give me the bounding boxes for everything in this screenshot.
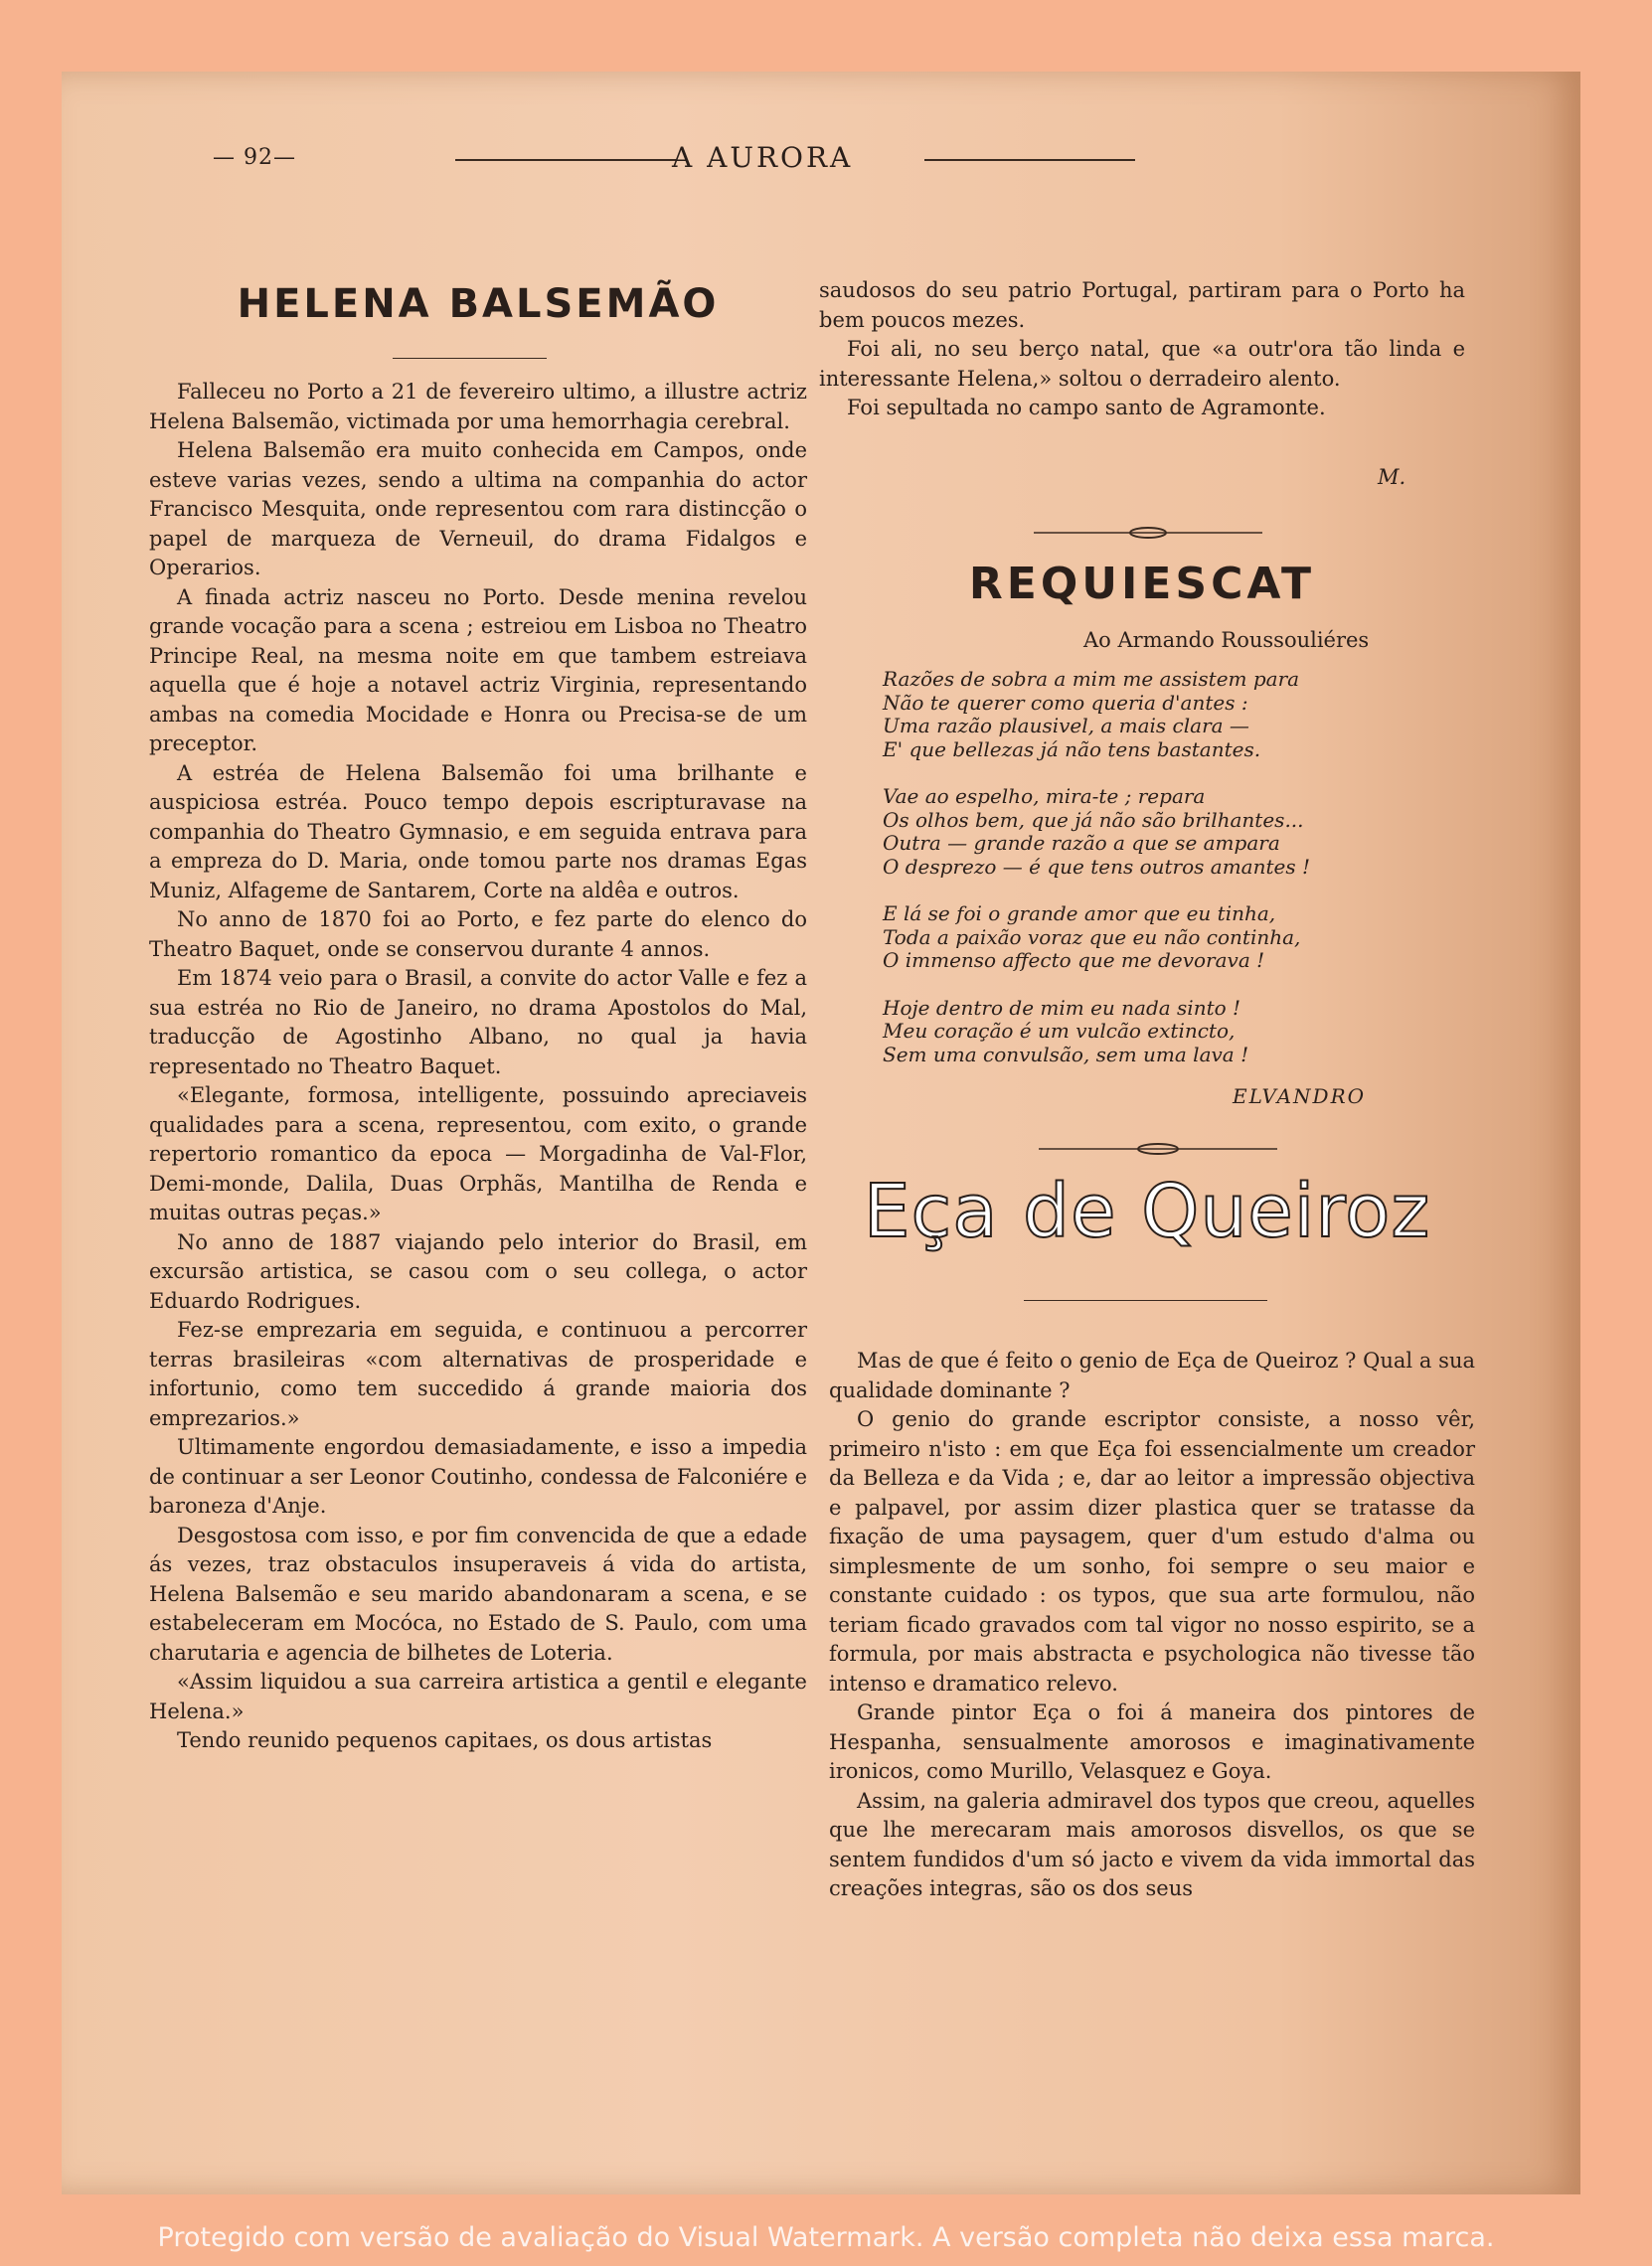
ornament-icon bbox=[1039, 1142, 1277, 1156]
poem-line: Não te querer como queria d'antes : bbox=[883, 690, 1248, 715]
page-header bbox=[149, 141, 1143, 175]
poem-line: Vae ao espelho, mira-te ; repara bbox=[883, 784, 1206, 808]
paragraph: Tendo reunido pequenos capitaes, os dous artistas bbox=[177, 1728, 713, 1752]
paragraph: Desgostosa com isso, e por fim convencida de que a edade ás vezes, traz obstaculos insuperaveis á vida do artista, Helena Balsemão e seu marido abandonaram a scena, e se estabeleceram em Mocóca, no Estado de S. Paulo, com uma charutaria e agencia de bilhetes de Loteria. bbox=[149, 1523, 807, 1665]
title-underline bbox=[1024, 1300, 1267, 1301]
publication-title: A AURORA bbox=[672, 141, 854, 174]
header-rule-left bbox=[455, 159, 676, 161]
poem-author: ELVANDRO bbox=[1233, 1084, 1367, 1108]
header-rule-right bbox=[924, 159, 1135, 161]
poem-line: Toda a paixão voraz que eu não continha, bbox=[883, 924, 1301, 949]
paragraph: «Assim liquidou a sua carreira artistica a gentil e elegante Helena.» bbox=[149, 1670, 807, 1723]
poem-line: Meu coração é um vulcão extincto, bbox=[883, 1019, 1236, 1043]
paragraph: Grande pintor Eça o foi á maneira dos pintores de Hespanha, sensualmente amorosos e imaginativamente ironicos, como Murillo, Velasquez e Goya. bbox=[829, 1700, 1475, 1783]
paragraph: O genio do grande escriptor consiste, a nosso vêr, primeiro n'isto : em que Eça foi essencialmente um creador da Belleza e da Vida ; e, dar ao leitor a impressão objectiva e palpavel, por assim dizer plastica quer se tratasse da fixação de uma paysagem, quer d'um estudo d'alma ou simplesmente de um sonho, foi sempre o seu maior e constante cuidado : os typos, que sua arte formulou, não teriam ficado gravados com tal vigor no nosso espirito, se a formula, por mais abstracta e psychologica não tivesse tão intenso e dramatico relevo. bbox=[829, 1407, 1475, 1696]
poem-stanza bbox=[883, 997, 1439, 1067]
poem-dedication: Ao Armando Roussouliéres bbox=[1083, 628, 1370, 652]
poem-line: Uma razão plausivel, a mais clara — bbox=[883, 714, 1249, 737]
paragraph: Helena Balsemão era muito conhecida em Campos, onde esteve varias vezes, sendo a ultima na companhia do actor Francisco Mesquita, onde representou com rara distincção o papel de marqueza de Verneuil, do drama Fidalgos e Operarios. bbox=[149, 438, 807, 579]
poem-line: E lá se foi o grande amor que eu tinha, bbox=[883, 901, 1276, 925]
paragraph: Em 1874 veio para o Brasil, a convite do actor Valle e fez a sua estréa no Rio de Janeiro, no drama Apostolos do Mal, traducção de Agostinho Albano, no qual ja havia representado no Theatro Baquet. bbox=[149, 966, 807, 1078]
article-helena-continuation bbox=[819, 276, 1465, 423]
paragraph: «Elegante, formosa, intelligente, possuindo apreciaveis qualidades para a scena, representou, com exito, o grande repertorio romantico da epoca — Morgadinha de Val-Flor, Demi-monde, Dalila, Duas Orphãs, Mantilha de Renda e muitas outras peças.» bbox=[149, 1083, 807, 1224]
poem-line: O immenso affecto que me devorava ! bbox=[883, 948, 1265, 972]
paragraph: Foi sepultada no campo santo de Agramonte. bbox=[847, 396, 1326, 419]
paragraph: Ultimamente engordou demasiadamente, e isso a impedia de continuar a ser Leonor Coutinho, condessa de Falconiére e baroneza d'Anje. bbox=[149, 1435, 807, 1518]
article-title-eca: Eça de Queiroz bbox=[863, 1169, 1431, 1254]
poem-line: Outra — grande razão a que se ampara bbox=[883, 831, 1280, 855]
article-title-helena: HELENA BALSEMÃO bbox=[237, 281, 720, 327]
paragraph: Fez-se emprezaria em seguida, e continuou a percorrer terras brasileiras «com alternativas de prosperidade e infortunio, como tem succedido á grande maioria dos emprezarios.» bbox=[149, 1318, 807, 1430]
paragraph: Foi ali, no seu berço natal, que «a outr'ora tão linda e interessante Helena,» soltou o derradeiro alento. bbox=[819, 337, 1465, 391]
page-number: — 92— bbox=[213, 145, 296, 170]
paragraph: No anno de 1870 foi ao Porto, e fez parte do elenco do Theatro Baquet, onde se conservou durante 4 annos. bbox=[149, 907, 807, 961]
poem-line: Razões de sobra a mim me assistem para bbox=[883, 667, 1300, 691]
paragraph: A finada actriz nasceu no Porto. Desde menina revelou grande vocação para a scena ; estreiou em Lisboa no Theatro Principe Real, na mesma noite em que tambem estreiava aquella que é hoje a notavel actriz Virginia, representando ambas na comedia Mocidade e Honra ou Precisa-se de um preceptor. bbox=[149, 584, 807, 755]
title-underline bbox=[393, 358, 547, 359]
ornament-icon bbox=[1034, 526, 1262, 540]
poem-stanza bbox=[883, 668, 1439, 761]
ornament-divider bbox=[1039, 1137, 1277, 1161]
watermark-text: Protegido com versão de avaliação do Visual Watermark. A versão completa não deixa essa marca. bbox=[157, 2222, 1495, 2253]
paragraph: Falleceu no Porto a 21 de fevereiro ultimo, a illustre actriz Helena Balsemão, victimada por uma hemorrhagia cerebral. bbox=[149, 380, 807, 433]
poem-body bbox=[883, 668, 1439, 1090]
poem-line: Os olhos bem, que já não são brilhantes... bbox=[883, 807, 1304, 832]
article-helena-body bbox=[149, 378, 807, 1756]
paragraph: saudosos do seu patrio Portugal, partiram para o Porto ha bem poucos mezes. bbox=[819, 278, 1465, 332]
paragraph: No anno de 1887 viajando pelo interior do Brasil, em excursão artistica, se casou com o seu collega, o actor Eduardo Rodrigues. bbox=[149, 1229, 807, 1313]
ornament-divider bbox=[1034, 521, 1262, 545]
poem-stanza bbox=[883, 785, 1439, 879]
paragraph: A estréa de Helena Balsemão foi uma brilhante e auspiciosa estréa. Pouco tempo depois escripturavase na companhia do Theatro Gymnasio, e em seguida entrava para a empreza do D. Maria, onde tomou parte nos dramas Egas Muniz, Alfageme de Santarem, Corte na aldêa e outros. bbox=[149, 760, 807, 902]
article-signature: M. bbox=[1378, 465, 1406, 489]
poem-line: E' que bellezas já não tens bastantes. bbox=[883, 736, 1261, 761]
paragraph: Assim, na galeria admiravel dos typos que creou, aquelles que lhe merecaram mais amorosos disvellos, os que se sentem fundidos d'um só jacto e vivem da vida immortal das creações integras, são os dos seus bbox=[829, 1788, 1475, 1900]
paragraph: Mas de que é feito o genio de Eça de Queiroz ? Qual a sua qualidade dominante ? bbox=[829, 1349, 1475, 1402]
article-eca-body bbox=[829, 1347, 1475, 1904]
poem-line: Hoje dentro de mim eu nada sinto ! bbox=[883, 995, 1241, 1020]
poem-line: O desprezo — é que tens outros amantes ! bbox=[883, 854, 1310, 879]
poem-line: Sem uma convulsão, sem uma lava ! bbox=[883, 1042, 1249, 1066]
poem-title: REQUIESCAT bbox=[968, 559, 1316, 609]
poem-stanza bbox=[883, 902, 1439, 973]
